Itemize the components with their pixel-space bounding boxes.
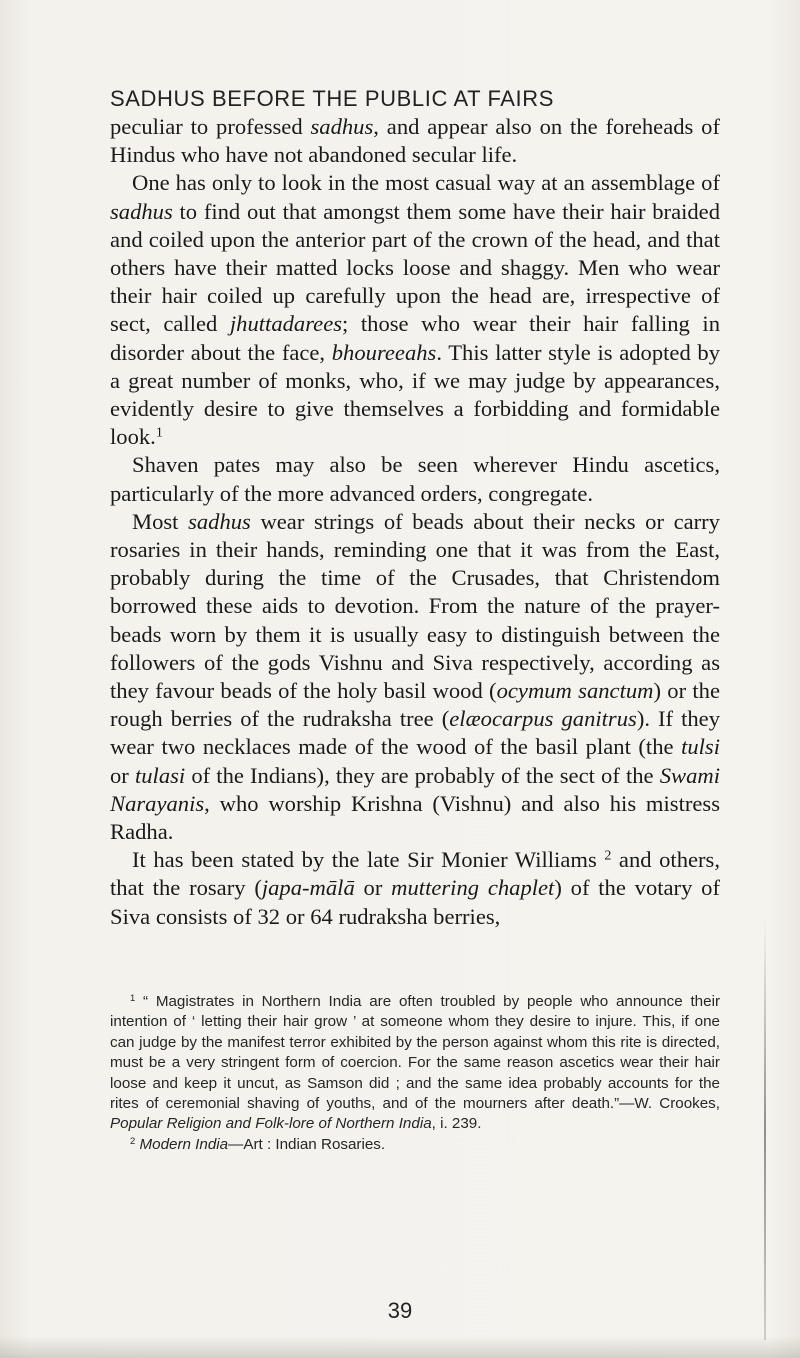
paragraph [110,169,720,451]
footnote [110,992,720,1135]
italic-term: sadhus [310,114,374,139]
page-edge-shadow [764,920,766,1340]
footnotes [110,992,720,1155]
text-run: or [354,875,392,901]
italic-term: muttering chaplet [391,875,555,901]
text-run: ) of the votary of Siva consists of 32 or 64 rudraksha berries, [110,875,720,929]
italic-term: Swami Narayanis [110,762,720,816]
text-run: . This latter style is adopted by a great number of monks, who, if we may judge by appearances, evidently desire to give themselves a forbidding and formidable look. [110,339,720,450]
running-head-title: SADHUS BEFORE THE PUBLIC AT FAIRS [110,86,555,111]
italic-term: bhoureeahs [331,339,437,365]
text-run: or [110,762,135,788]
text-run: , who worship Krishna (Vishnu) and also his mistress Radha. [110,790,720,845]
paragraph [110,451,720,507]
text-run: peculiar to professed [110,114,311,139]
italic-term: Popular Religion and Folk-lore of Northern India [110,1115,432,1133]
text-run: “ Magistrates in Northern India are often troubled by people who announce their intention of ‘ letting their hair grow ’ at someone whom they desire to injure. This, if one can judge by the manifest terror exhibited by the person against whom this rite is directed, must be a very stringent form of coercion. For the same reason ascetics wear their hair loose and keep it uncut, as Samson did ; and the same idea probably accounts for the rites of ceremonial shaving of youths, and of the mourners after death.”—W. Crookes, [110,993,720,1113]
text-run: Most [132,508,189,534]
italic-term: elæocarpus ganitrus [449,706,637,732]
italic-term: Modern India [139,1135,229,1153]
text-run: ). If they wear two necklaces made of the wood of the basil plant (the [110,706,720,760]
text-run: of the Indians), they are probably of the sect of the [185,762,660,788]
text-run: ) or the rough berries of the rudraksha tree ( [110,678,720,732]
text-run: , i. 239. [431,1115,482,1133]
text-run: It has been stated by the late Sir Monier Williams [132,847,605,873]
page-bottom-shadow [0,1336,800,1358]
paragraph [110,113,720,169]
paragraph [110,846,720,931]
text-run: and others, that the rosary ( [110,847,720,901]
text-run: ; those who wear their hair falling in disorder about the face, [110,311,720,365]
italic-term: japa-mālā [261,875,355,901]
footnote-marker: 2 [604,848,612,864]
footnote-marker: 1 [130,991,136,1003]
text-run: —Art : Indian Rosaries. [228,1135,386,1153]
page-number: 39 [387,1298,413,1323]
body-text [110,113,720,931]
italic-term: sadhus [110,198,173,224]
text-run: One has only to look in the most casual way at an assemblage of [132,170,720,196]
italic-term: ocymum sanctum [496,678,654,704]
text-run: Shaven pates may also be seen wherever Hindu ascetics, particularly of the more advanced orders, congregate. [110,452,720,506]
footnote-marker: 1 [155,425,163,441]
italic-term: tulsi [681,734,720,760]
text-run: , and appear also on the foreheads of Hindus who have not abandoned secular life. [110,114,720,168]
text-run: wear strings of beads about their necks or carry rosaries in their hands, reminding one that it was from the East, probably during the time of the Crusades, that Christendom borrowed these aids to devotion. From the nature of the prayer-beads worn by them it is usually easy to distinguish between the followers of the gods Vishnu and Siva respectively, according as they favour beads of the holy basil wood ( [110,508,720,704]
italic-term: jhuttadarees [229,311,343,337]
paragraph [110,508,720,846]
footnote [110,1135,720,1155]
italic-term: tulasi [134,762,186,788]
text-run: to find out that amongst them some have their hair braided and coiled upon the anterior part of the crown of the head, and that others have their matted locks loose and shaggy. Men who wear their hair coiled up carefully upon the head are, irrespective of sect, called [110,198,720,337]
italic-term: sadhus [188,508,251,534]
footnote-marker: 2 [130,1134,136,1146]
